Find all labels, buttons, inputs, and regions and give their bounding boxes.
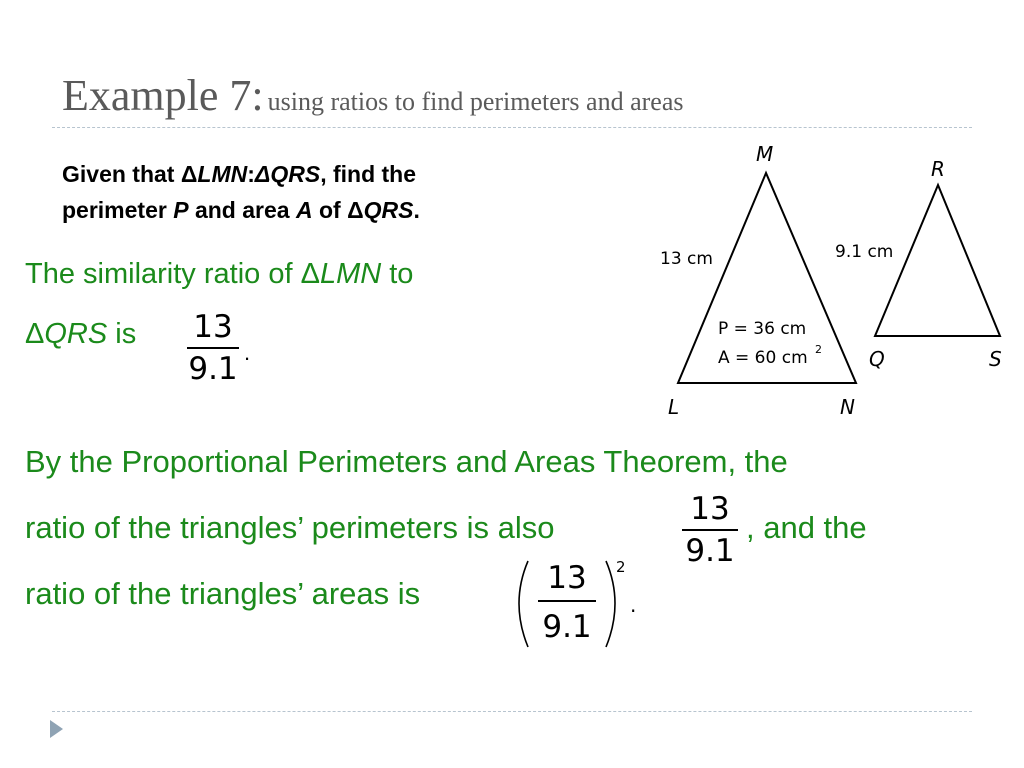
triangle-qrs (875, 185, 1000, 336)
similarity-line-1 (25, 258, 413, 291)
perimeter-ratio-fraction (682, 492, 738, 568)
given-statement (62, 156, 420, 228)
side-length-lmn: 13 cm (660, 249, 713, 269)
similarity-line-2 (25, 318, 136, 351)
slide-title (62, 70, 683, 121)
theorem-line-1: By the Proportional Perimeters and Areas Theorem, the (25, 444, 788, 479)
delta-symbol: Δ (347, 197, 364, 223)
area-ratio-expression (510, 555, 650, 655)
fraction-denominator: 9.1 (188, 351, 238, 387)
given-text: and area (188, 197, 296, 223)
given-text: perimeter (62, 197, 174, 223)
given-text: of (312, 197, 348, 223)
area-unit-exponent: 2 (815, 343, 822, 356)
given-text: Given that (62, 161, 181, 187)
theorem-line-3: ratio of the triangles’ areas is (25, 576, 421, 611)
triangle-qrs-label: QRS (363, 197, 414, 223)
delta-symbol: Δ (180, 161, 198, 187)
triangle-qrs-label: ΔQRS (254, 161, 321, 187)
side-length-qrs: 9.1 cm (835, 242, 894, 262)
right-parenthesis (606, 561, 615, 647)
triangle-lmn-label: LMN (319, 258, 382, 290)
fraction-bar (187, 347, 239, 349)
area-label: A = 60 cm (718, 348, 808, 368)
title-main: Example 7: (62, 71, 264, 120)
fraction-bar (682, 529, 738, 531)
left-parenthesis (519, 561, 528, 647)
area-variable: A (295, 197, 313, 223)
vertex-n-label: N (840, 395, 855, 419)
vertex-s-label: S (989, 347, 1002, 371)
similarity-ratio-fraction (187, 310, 239, 386)
period: . (630, 593, 637, 617)
fraction-denominator: 9.1 (685, 533, 735, 569)
perimeter-variable: P (173, 197, 189, 223)
triangles-figure (650, 135, 1020, 425)
similarity-text: to (381, 258, 414, 290)
theorem-line-2b: , and the (746, 510, 867, 545)
footer-divider (52, 711, 972, 712)
colon: : (247, 161, 255, 187)
similarity-text: is (107, 318, 137, 350)
vertex-q-label: Q (869, 347, 885, 371)
title-divider (52, 127, 972, 128)
triangle-lmn-label: LMN (197, 161, 248, 187)
vertex-l-label: L (668, 395, 680, 419)
title-subtitle: using ratios to find perimeters and areas (267, 87, 684, 116)
exponent: 2 (616, 558, 626, 576)
given-line-2 (62, 192, 420, 228)
fraction-denominator: 9.1 (542, 609, 592, 645)
triangle-qrs-label: QRS (44, 318, 108, 350)
given-line-1 (62, 156, 420, 192)
period: . (413, 197, 420, 223)
similarity-text: The similarity ratio of Δ (25, 258, 320, 290)
given-text: , find the (320, 161, 417, 187)
fraction-numerator: 13 (690, 491, 730, 527)
vertex-m-label: M (756, 142, 774, 166)
period: . (244, 340, 251, 365)
fraction-numerator: 13 (547, 560, 587, 596)
vertex-r-label: R (931, 157, 945, 181)
next-slide-arrow-icon[interactable] (50, 720, 63, 738)
delta-symbol: Δ (25, 318, 45, 350)
perimeter-label: P = 36 cm (718, 319, 807, 339)
theorem-line-2a: ratio of the triangles’ perimeters is also (25, 510, 555, 545)
fraction-numerator: 13 (193, 309, 233, 345)
